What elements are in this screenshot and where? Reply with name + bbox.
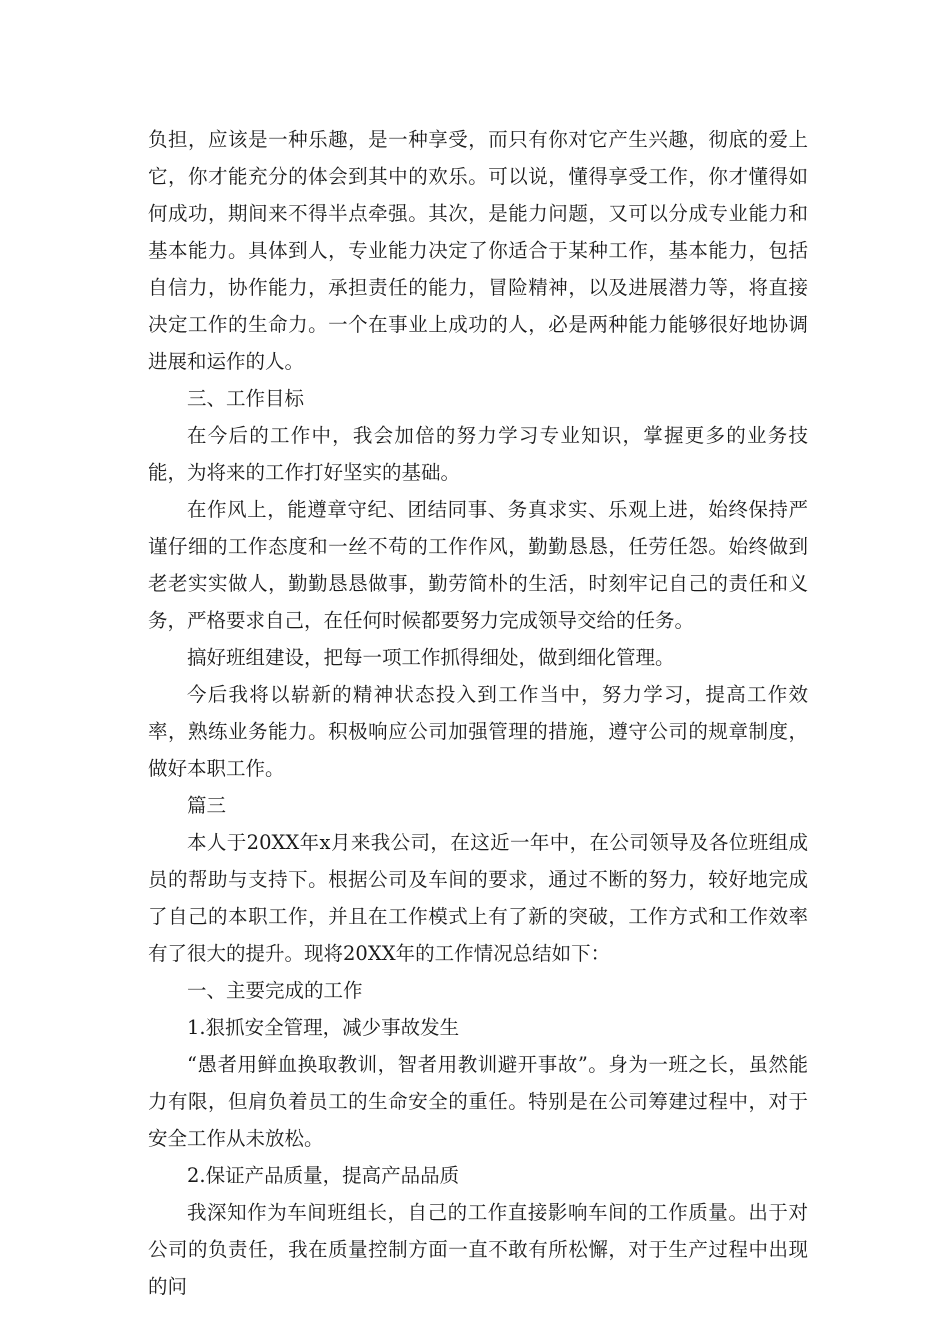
paragraph: 今后我将以崭新的精神状态投入到工作当中，努力学习，提高工作效率，熟练业务能力。积极响应公司加强管理的措施，遵守公司的规章制度，做好本职工作。 [148,683,808,780]
subheading-safety: 1.狠抓安全管理，减少事故发生 [187,1016,460,1039]
subheading-quality: 2.保证产品质量，提高产品品质 [187,1164,460,1187]
paragraph: “愚者用鲜血换取教训，智者用教训避开事故”。身为一班之长，虽然能力有限，但肩负着员工的生命安全的重任。特别是在公司筹建过程中，对于安全工作从未放松。 [148,1053,808,1150]
paragraph: 在今后的工作中，我会加倍的努力学习专业知识，掌握更多的业务技能，为将来的工作打好坚实的基础。 [148,424,808,484]
section-heading-goals: 三、工作目标 [187,387,305,410]
section-heading-part-three: 篇三 [187,794,227,817]
paragraph: 搞好班组建设，把每一项工作抓得细处，做到细化管理。 [187,646,675,669]
section-heading-main-work: 一、主要完成的工作 [187,979,363,1002]
paragraph: 我深知作为车间班组长，自己的工作直接影响车间的工作质量。出于对公司的负责任，我在质量控制方面一直不敢有所松懈，对于生产过程中出现的问 [148,1201,808,1298]
paragraph: 本人于20XX年x月来我公司，在这近一年中，在公司领导及各位班组成员的帮助与支持下。根据公司及车间的要求，通过不断的努力，较好地完成了自己的本职工作，并且在工作模式上有了新的突破，工作方式和工作效率有了很大的提升。现将20XX年的工作情况总结如下： [148,831,808,965]
document-body [148,121,808,1305]
paragraph-continuation: 负担，应该是一种乐趣，是一种享受，而只有你对它产生兴趣，彻底的爱上它，你才能充分的体会到其中的欢乐。可以说，懂得享受工作，你才懂得如何成功，期间来不得半点牵强。其次，是能力问题，又可以分成专业能力和基本能力。具体到人，专业能力决定了你适合于某种工作，基本能力，包括自信力，协作能力，承担责任的能力，冒险精神，以及进展潜力等，将直接决定工作的生命力。一个在事业上成功的人，必是两种能力能够很好地协调进展和运作的人。 [148,128,808,373]
paragraph: 在作风上，能遵章守纪、团结同事、务真求实、乐观上进，始终保持严谨仔细的工作态度和一丝不苟的工作作风，勤勤恳恳，任劳任怨。始终做到老老实实做人，勤勤恳恳做事，勤劳简朴的生活，时刻牢记自己的责任和义务，严格要求自己，在任何时候都要努力完成领导交给的任务。 [148,498,808,632]
